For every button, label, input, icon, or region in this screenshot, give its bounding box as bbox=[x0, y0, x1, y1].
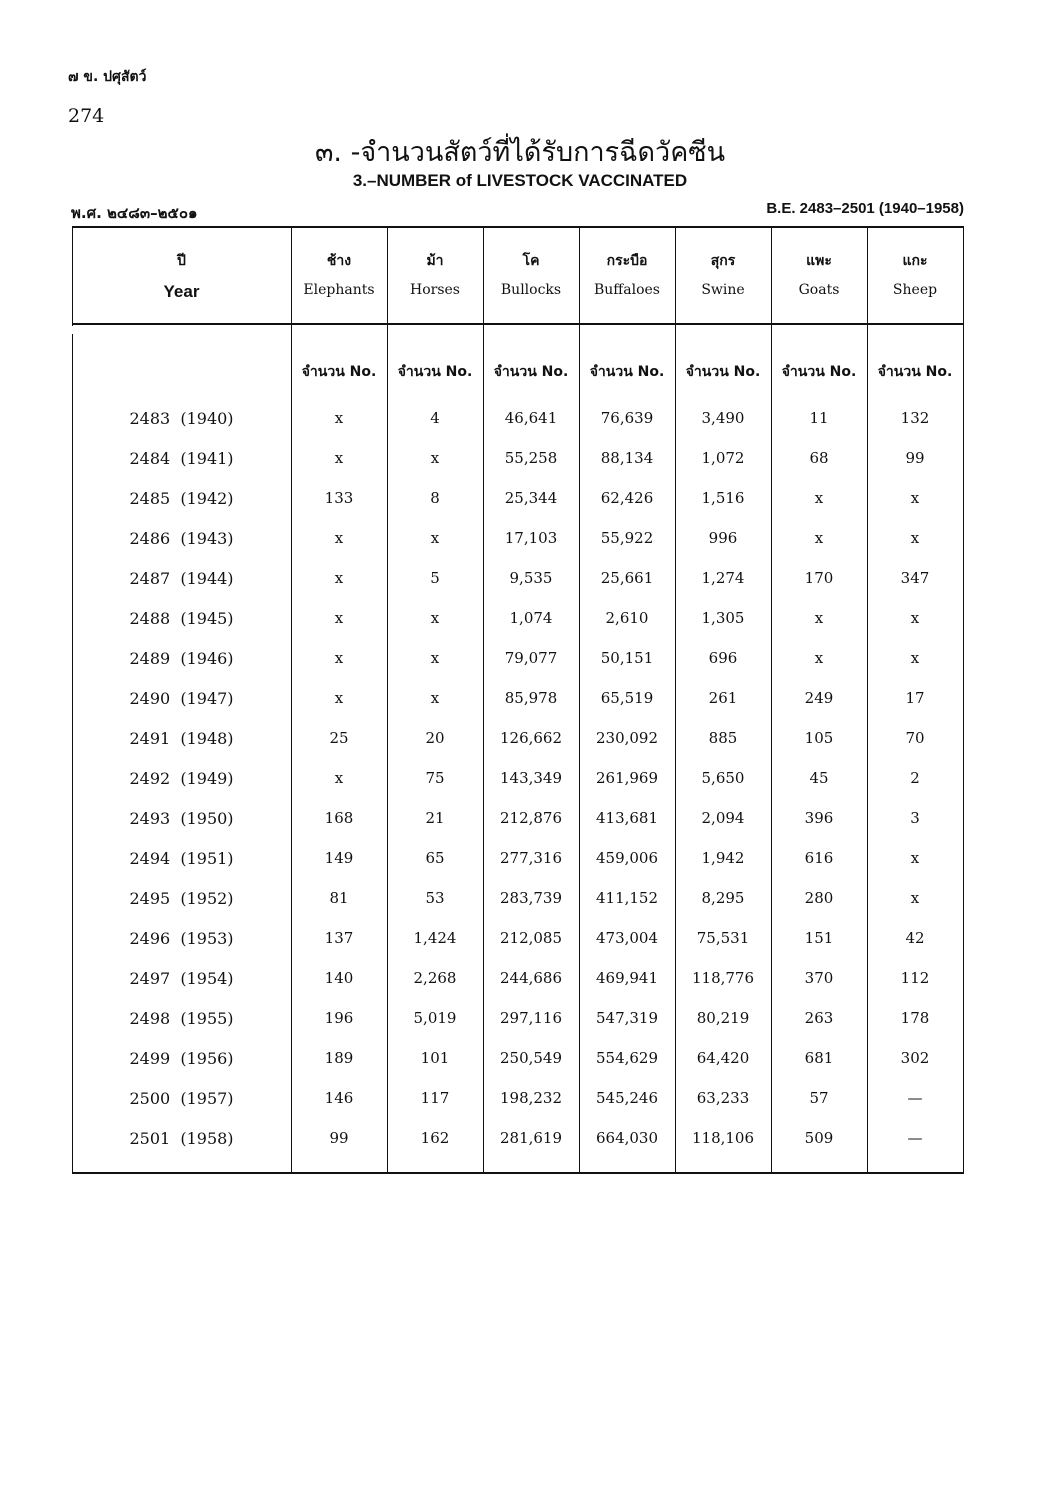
cell-sheep: x bbox=[910, 649, 920, 667]
cell-sheep: 302 bbox=[900, 1049, 930, 1067]
cell-horses: x bbox=[430, 649, 440, 667]
year-range-thai: พ.ศ. ๒๔๘๓–๒๕๐๑ bbox=[71, 204, 198, 222]
cell-horses: 21 bbox=[425, 809, 445, 827]
table-top-rule bbox=[72, 226, 964, 228]
cell-sheep: 132 bbox=[900, 409, 930, 427]
cell-goats: 151 bbox=[804, 929, 834, 947]
cell-swine: 1,516 bbox=[701, 489, 745, 507]
column-header-thai: ปี bbox=[177, 253, 186, 269]
cell-elephants: 137 bbox=[324, 929, 354, 947]
cell-swine: 75,531 bbox=[696, 929, 750, 947]
column-header-thai: กระบือ bbox=[606, 253, 648, 269]
cell-horses: 1,424 bbox=[413, 929, 457, 947]
table-row bbox=[72, 409, 964, 449]
cell-bullocks: 281,619 bbox=[499, 1129, 563, 1147]
cell-elephants: 81 bbox=[329, 889, 349, 907]
cell-horses: 65 bbox=[425, 849, 445, 867]
cell-swine: 885 bbox=[708, 729, 738, 747]
cell-horses: 117 bbox=[420, 1089, 450, 1107]
year-range-english: B.E. 2483–2501 (1940–1958) bbox=[766, 200, 964, 217]
cell-year: 2495 (1952) bbox=[129, 889, 234, 908]
cell-buffaloes: 65,519 bbox=[600, 689, 654, 707]
cell-sheep: 70 bbox=[905, 729, 925, 747]
cell-year: 2499 (1956) bbox=[129, 1049, 234, 1068]
cell-goats: 249 bbox=[804, 689, 834, 707]
section-header-note: ๗ ข. ปศุสัตว์ bbox=[68, 69, 147, 85]
cell-elephants: 140 bbox=[324, 969, 354, 987]
column-header-english: Elephants bbox=[303, 282, 375, 298]
cell-year: 2490 (1947) bbox=[129, 689, 234, 708]
cell-goats: 170 bbox=[804, 569, 834, 587]
cell-year: 2487 (1944) bbox=[129, 569, 234, 588]
cell-goats: 105 bbox=[804, 729, 834, 747]
cell-bullocks: 212,085 bbox=[499, 929, 563, 947]
column-header-english: Year bbox=[163, 282, 200, 301]
cell-bullocks: 85,978 bbox=[504, 689, 558, 707]
unit-label: จำนวน No. bbox=[589, 364, 665, 380]
cell-elephants: x bbox=[334, 689, 344, 707]
cell-elephants: x bbox=[334, 609, 344, 627]
cell-sheep: 42 bbox=[905, 929, 925, 947]
unit-label: จำนวน No. bbox=[877, 364, 953, 380]
cell-year: 2494 (1951) bbox=[129, 849, 234, 868]
cell-horses: 5,019 bbox=[413, 1009, 457, 1027]
header-bottom-rule bbox=[72, 323, 964, 325]
cell-swine: 5,650 bbox=[701, 769, 745, 787]
cell-bullocks: 46,641 bbox=[504, 409, 558, 427]
column-header-buffaloes bbox=[579, 250, 675, 298]
cell-swine: 996 bbox=[708, 529, 738, 547]
unit-row bbox=[72, 361, 964, 385]
table-row bbox=[72, 1049, 964, 1089]
table-row bbox=[72, 729, 964, 769]
cell-sheep: 112 bbox=[900, 969, 930, 987]
column-header-thai: แพะ bbox=[806, 253, 832, 269]
cell-elephants: x bbox=[334, 529, 344, 547]
cell-swine: 1,305 bbox=[701, 609, 745, 627]
cell-elephants: 133 bbox=[324, 489, 354, 507]
cell-sheep: 2 bbox=[910, 769, 920, 787]
cell-goats: x bbox=[814, 649, 824, 667]
cell-elephants: x bbox=[334, 569, 344, 587]
cell-horses: 75 bbox=[425, 769, 445, 787]
cell-buffaloes: 413,681 bbox=[595, 809, 659, 827]
cell-bullocks: 55,258 bbox=[504, 449, 558, 467]
cell-year: 2501 (1958) bbox=[129, 1129, 234, 1148]
cell-elephants: 189 bbox=[324, 1049, 354, 1067]
cell-swine: 8,295 bbox=[701, 889, 745, 907]
table-row bbox=[72, 489, 964, 529]
cell-horses: 53 bbox=[425, 889, 445, 907]
cell-swine: 118,776 bbox=[691, 969, 755, 987]
table-row bbox=[72, 969, 964, 1009]
column-header-thai: สุกร bbox=[710, 253, 736, 269]
cell-sheep: — bbox=[907, 1129, 923, 1147]
cell-year: 2485 (1942) bbox=[129, 489, 234, 508]
cell-goats: x bbox=[814, 609, 824, 627]
cell-buffaloes: 88,134 bbox=[600, 449, 654, 467]
table-bottom-rule bbox=[72, 1172, 964, 1174]
title-thai: ๓. -จำนวนสัตว์ที่ได้รับการฉีดวัคซีน bbox=[314, 137, 726, 168]
cell-year: 2498 (1955) bbox=[129, 1009, 234, 1028]
table-row bbox=[72, 929, 964, 969]
cell-sheep: 347 bbox=[900, 569, 930, 587]
column-header-english: Sheep bbox=[892, 282, 938, 298]
column-header-english: Bullocks bbox=[500, 282, 562, 298]
table-row bbox=[72, 809, 964, 849]
cell-goats: x bbox=[814, 529, 824, 547]
table-row bbox=[72, 569, 964, 609]
cell-goats: 509 bbox=[804, 1129, 834, 1147]
cell-elephants: x bbox=[334, 769, 344, 787]
cell-bullocks: 277,316 bbox=[499, 849, 563, 867]
cell-horses: 5 bbox=[430, 569, 440, 587]
cell-goats: 68 bbox=[809, 449, 829, 467]
cell-goats: 263 bbox=[804, 1009, 834, 1027]
cell-elephants: x bbox=[334, 649, 344, 667]
cell-year: 2486 (1943) bbox=[129, 529, 234, 548]
cell-buffaloes: 230,092 bbox=[595, 729, 659, 747]
table-row bbox=[72, 1129, 964, 1169]
cell-year: 2484 (1941) bbox=[129, 449, 234, 468]
column-header-horses bbox=[387, 250, 483, 298]
cell-elephants: 196 bbox=[324, 1009, 354, 1027]
cell-buffaloes: 62,426 bbox=[600, 489, 654, 507]
cell-goats: x bbox=[814, 489, 824, 507]
cell-horses: 20 bbox=[425, 729, 445, 747]
cell-bullocks: 126,662 bbox=[499, 729, 563, 747]
column-header-english: Swine bbox=[701, 282, 745, 298]
cell-goats: 396 bbox=[804, 809, 834, 827]
cell-buffaloes: 664,030 bbox=[595, 1129, 659, 1147]
cell-sheep: x bbox=[910, 889, 920, 907]
cell-buffaloes: 411,152 bbox=[595, 889, 659, 907]
table-row bbox=[72, 889, 964, 929]
cell-bullocks: 1,074 bbox=[509, 609, 553, 627]
column-header-elephants bbox=[291, 250, 387, 298]
cell-buffaloes: 55,922 bbox=[600, 529, 654, 547]
cell-year: 2488 (1945) bbox=[129, 609, 234, 628]
cell-sheep: x bbox=[910, 609, 920, 627]
cell-year: 2497 (1954) bbox=[129, 969, 234, 988]
cell-elephants: 149 bbox=[324, 849, 354, 867]
table-row bbox=[72, 769, 964, 809]
cell-goats: 681 bbox=[804, 1049, 834, 1067]
cell-year: 2491 (1948) bbox=[129, 729, 234, 748]
column-header-thai: ม้า bbox=[426, 253, 444, 269]
livestock-table bbox=[72, 226, 964, 1176]
cell-horses: 4 bbox=[430, 409, 440, 427]
cell-bullocks: 250,549 bbox=[499, 1049, 563, 1067]
cell-goats: 11 bbox=[809, 409, 829, 427]
cell-bullocks: 212,876 bbox=[499, 809, 563, 827]
cell-year: 2483 (1940) bbox=[129, 409, 234, 428]
cell-bullocks: 79,077 bbox=[504, 649, 558, 667]
column-header-thai: แกะ bbox=[902, 253, 928, 269]
cell-swine: 80,219 bbox=[696, 1009, 750, 1027]
cell-swine: 3,490 bbox=[701, 409, 745, 427]
cell-horses: 101 bbox=[420, 1049, 450, 1067]
unit-label: จำนวน No. bbox=[397, 364, 473, 380]
table-row bbox=[72, 689, 964, 729]
cell-buffaloes: 459,006 bbox=[595, 849, 659, 867]
table-row bbox=[72, 649, 964, 689]
cell-buffaloes: 76,639 bbox=[600, 409, 654, 427]
cell-horses: x bbox=[430, 529, 440, 547]
title-english: 3.–NUMBER of LIVESTOCK VACCINATED bbox=[352, 171, 688, 190]
cell-horses: 162 bbox=[420, 1129, 450, 1147]
cell-elephants: 146 bbox=[324, 1089, 354, 1107]
cell-elephants: x bbox=[334, 449, 344, 467]
cell-bullocks: 17,103 bbox=[504, 529, 558, 547]
cell-year: 2496 (1953) bbox=[129, 929, 234, 948]
cell-goats: 280 bbox=[804, 889, 834, 907]
column-header-goats bbox=[771, 250, 867, 298]
cell-sheep: 99 bbox=[905, 449, 925, 467]
cell-sheep: x bbox=[910, 849, 920, 867]
cell-horses: 8 bbox=[430, 489, 440, 507]
cell-bullocks: 297,116 bbox=[499, 1009, 563, 1027]
table-row bbox=[72, 1089, 964, 1129]
cell-sheep: 17 bbox=[905, 689, 925, 707]
column-header-bullocks bbox=[483, 250, 579, 298]
column-header-thai: โค bbox=[522, 253, 540, 269]
cell-swine: 261 bbox=[708, 689, 738, 707]
cell-buffaloes: 545,246 bbox=[595, 1089, 659, 1107]
cell-horses: x bbox=[430, 689, 440, 707]
cell-goats: 616 bbox=[804, 849, 834, 867]
table-row bbox=[72, 609, 964, 649]
cell-bullocks: 9,535 bbox=[509, 569, 553, 587]
cell-bullocks: 143,349 bbox=[499, 769, 563, 787]
table-row bbox=[72, 449, 964, 489]
cell-buffaloes: 547,319 bbox=[595, 1009, 659, 1027]
column-header-sheep bbox=[867, 250, 963, 298]
cell-sheep: 3 bbox=[910, 809, 920, 827]
cell-horses: x bbox=[430, 609, 440, 627]
table-row bbox=[72, 529, 964, 569]
cell-swine: 2,094 bbox=[701, 809, 745, 827]
cell-buffaloes: 554,629 bbox=[595, 1049, 659, 1067]
cell-buffaloes: 25,661 bbox=[600, 569, 654, 587]
cell-sheep: x bbox=[910, 529, 920, 547]
cell-goats: 57 bbox=[809, 1089, 829, 1107]
cell-year: 2500 (1957) bbox=[129, 1089, 234, 1108]
unit-label: จำนวน No. bbox=[301, 364, 377, 380]
cell-buffaloes: 469,941 bbox=[595, 969, 659, 987]
cell-sheep: 178 bbox=[900, 1009, 930, 1027]
cell-sheep: — bbox=[907, 1089, 923, 1107]
cell-horses: 2,268 bbox=[413, 969, 457, 987]
table-row bbox=[72, 849, 964, 889]
unit-label: จำนวน No. bbox=[493, 364, 569, 380]
cell-bullocks: 198,232 bbox=[499, 1089, 563, 1107]
cell-elephants: x bbox=[334, 409, 344, 427]
cell-buffaloes: 2,610 bbox=[605, 609, 649, 627]
cell-sheep: x bbox=[910, 489, 920, 507]
cell-swine: 64,420 bbox=[696, 1049, 750, 1067]
column-header-year bbox=[72, 250, 291, 302]
column-header-thai: ช้าง bbox=[326, 253, 352, 269]
cell-bullocks: 244,686 bbox=[499, 969, 563, 987]
table-row bbox=[72, 1009, 964, 1049]
cell-swine: 696 bbox=[708, 649, 738, 667]
unit-label: จำนวน No. bbox=[685, 364, 761, 380]
column-header-swine bbox=[675, 250, 771, 298]
page-number: 274 bbox=[68, 105, 105, 127]
cell-goats: 45 bbox=[809, 769, 829, 787]
cell-elephants: 168 bbox=[324, 809, 354, 827]
cell-buffaloes: 50,151 bbox=[600, 649, 654, 667]
cell-swine: 1,072 bbox=[701, 449, 745, 467]
cell-swine: 1,942 bbox=[701, 849, 745, 867]
cell-swine: 63,233 bbox=[696, 1089, 750, 1107]
cell-elephants: 25 bbox=[329, 729, 349, 747]
cell-bullocks: 283,739 bbox=[499, 889, 563, 907]
cell-buffaloes: 473,004 bbox=[595, 929, 659, 947]
column-header-english: Goats bbox=[798, 282, 840, 298]
cell-horses: x bbox=[430, 449, 440, 467]
column-header-english: Buffaloes bbox=[594, 282, 660, 298]
cell-year: 2492 (1949) bbox=[129, 769, 234, 788]
cell-year: 2489 (1946) bbox=[129, 649, 234, 668]
column-header-english: Horses bbox=[410, 282, 460, 298]
unit-label: จำนวน No. bbox=[781, 364, 857, 380]
cell-elephants: 99 bbox=[329, 1129, 349, 1147]
cell-bullocks: 25,344 bbox=[504, 489, 558, 507]
cell-swine: 118,106 bbox=[691, 1129, 755, 1147]
cell-buffaloes: 261,969 bbox=[595, 769, 659, 787]
cell-goats: 370 bbox=[804, 969, 834, 987]
cell-swine: 1,274 bbox=[701, 569, 745, 587]
cell-year: 2493 (1950) bbox=[129, 809, 234, 828]
